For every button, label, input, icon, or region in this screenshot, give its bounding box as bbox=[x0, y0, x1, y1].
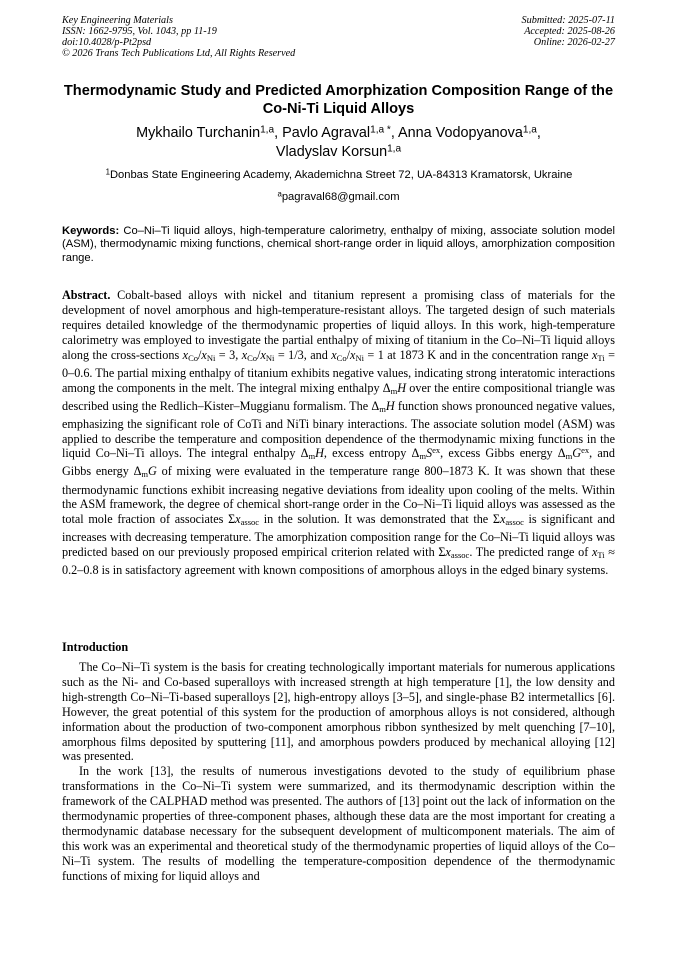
abstract-text: function shows pronounced negative values, emphasizing the significant role of CoTi and NiTi binary interactions. The associate solution model (ASM) was applied to describe the temperature and composition dependence of the thermodynamic mixing functions in the liquid Co–Ni–Ti alloys. The integral enthalpy Δ bbox=[62, 398, 616, 461]
abstract-text: over the entire compositional triangle was described using the Redlich–Kister–Muggianu formalism. The Δ bbox=[62, 380, 615, 413]
introduction-paragraph: In the work [13], the results of numerous investigations devoted to the study of equilibrium phase transformations in the Co–Ni–Ti system were summarized, and its thermodynamic description within the framework of the CALPHAD method was presented. The authors of [13] point out the lack of information on the thermodynamic properties of three-component phases, although these data are the most important for creating a thermodynamic database necessary for the subsequent development of multicomponent materials. The aim of this work was an experimental and theoretical study of the thermodynamic properties of liquid alloys of the Co–Ni–Ti system. The results of modelling the temperature-composition dependence of the thermodynamic functions of mixing for liquid alloys and bbox=[62, 764, 615, 883]
accepted-date: Accepted: 2025-08-26 bbox=[524, 25, 615, 37]
doi-line: doi:10.4028/p-Pt2psd bbox=[62, 36, 152, 48]
abstract-text: = 1/3, and bbox=[274, 347, 332, 362]
author-name: Vladyslav Korsun bbox=[275, 144, 388, 160]
abstract-text: = 3, bbox=[215, 347, 242, 362]
keywords-text: Co–Ni–Ti liquid alloys, high-temperature calorimetry, enthalpy of mixing, associate solution model (ASM), thermodynamic mixing functions, chemical short-range order in liquid alloys, amorphization composition range. bbox=[62, 225, 615, 264]
abstract-text: = 1 at 1873 K and in the concentration range bbox=[363, 347, 592, 362]
abstract-text: , excess entropy Δ bbox=[323, 446, 420, 461]
author-list: Mykhailo Turchanin$^{1,a}$, Pavlo Agraval$^{1,a *}$, Anna Vodopyanova$^{1,a}$, Vladyslav Korsun$^{1,a}$ bbox=[136, 124, 541, 160]
abstract-block: Abstract. Cobalt-based alloys with nickel and titanium represent a promising class of materials for the development of novel amorphous and high-temperature-resistant alloys. The targeted design of such materials requires detailed knowledge of the thermodynamic properties of liquid alloys. In this work, high-temperature calorimetry was employed to investigate the partial enthalpy of mixing of titanium in the Co–Ni–Ti liquid alloys along the cross-sections $x_{Co}/x_{Ni} = 3$, $x_{Co}/x_{Ni} = 1/3$, and $x_{Co}/x_{Ni} = 1$ at 1873 K and in the concentration range $x_{Ti} = 0-0.6$. The partial mixing enthalpy of titanium exhibits negative values, indicating strong interatomic interactions among the components in the melt. The integral mixing enthalpy $\Delta_mH$ over the entire compositional triangle was described using the Redlich–Kister–Muggianu formalism. The $\Delta_mH$ function shows pronounced negative values, emphasizing the significant role of CoTi and NiTi binary interactions. The associate solution model (ASM) was applied to describe the temperature and composition dependence of the thermodynamic mixing functions in the liquid Co–Ni–Ti alloys. The integral enthalpy $\Delta_mH$, excess entropy $\Delta_mS^{ex}$, excess Gibbs energy $\Delta_mG^{ex}$, and Gibbs energy $\Delta_mG$ of mixing were evaluated in the temperature range 800–1873 K. It was shown that these thermodynamic functions exhibit increasing negative deviations from ideality upon cooling of the melts. Within the ASM framework, the degree of chemical short-range order in the Co–Ni–Ti liquid alloys was assessed as the total mole fraction of associates $\Sigma x_{assoc}$ in the solution. It was demonstrated that the $\Sigma x_{assoc}$ is significant and increases with decreasing temperature. The amorphization composition range for the Co–Ni–Ti liquid alloys was predicted based on our previously proposed empirical criterion related with $\Sigma x_{assoc}$. The predicted range of $x_{Ti} \approx 0.2-0.8$ is in satisfactory agreement with known compositions of amorphous alloys in the edged binary systems. bbox=[62, 288, 616, 578]
corresponding-email bbox=[62, 190, 615, 204]
author-name: Pavlo Agraval bbox=[282, 125, 371, 141]
abstract-text: = 0–0.6. The partial mixing enthalpy of titanium exhibits negative values, indicating strong interatomic interactions among the components in the melt. The integral mixing enthalpy Δ bbox=[62, 347, 616, 395]
submitted-date: Submitted: 2025-07-11 bbox=[521, 15, 615, 26]
author-affiliation-mark: 1,a bbox=[260, 124, 275, 136]
email-mark: a bbox=[277, 189, 282, 199]
abstract-label: Abstract. bbox=[62, 288, 111, 302]
abstract-text: Cobalt-based alloys with nickel and titanium represent a promising class of materials for the development of novel amorphous and high-temperature-resistant alloys. The targeted design of such materials requires detailed knowledge of the thermodynamic properties of liquid alloys. In this work, high-temperature calorimetry was employed to investigate the partial enthalpy of mixing of titanium in the Co–Ni–Ti liquid alloys along the cross-sections bbox=[62, 288, 615, 362]
copyright-line: © 2026 Trans Tech Publications Ltd, All Rights Reserved bbox=[62, 47, 296, 59]
author-affiliation-mark: 1,a * bbox=[370, 124, 391, 136]
author-affiliation-mark: 1,a bbox=[522, 124, 537, 136]
introduction-paragraph: The Co–Ni–Ti system is the basis for creating technologically important materials for numerous applications such as the Ni- and Co-based superalloys with increased strength at high temperature [1], the low density and high-strength Co–Ni–Ti-based superalloys [2], high-entropy alloys [3–5], and single-phase B2 intermetallics [6]. However, the great potential of this system for the production of amorphous alloys is not considered, although information about the production of two-component amorphous ribbon synthesized by melt quenching [7–10], amorphous films deposited by sputtering [11], and amorphous powders produced by mechanical alloying [12] was presented. bbox=[62, 660, 615, 764]
abstract-text: . The predicted range of bbox=[469, 545, 592, 560]
abstract-text: of mixing were evaluated in the temperature range 800–1873 K. It was shown that these thermodynamic functions exhibit increasing negative deviations from ideality upon cooling of the melts. Within the ASM framework, the degree of chemical short-range order in the Co–Ni–Ti liquid alloys was assessed as the total mole fraction of associates Σ bbox=[62, 464, 615, 527]
introduction-body bbox=[62, 660, 615, 884]
affiliation bbox=[40, 168, 638, 182]
affiliation-text: Donbas State Engineering Academy, Akademichna Street 72, UA-84313 Kramatorsk, Ukraine bbox=[109, 169, 573, 181]
abstract-text: , excess Gibbs energy Δ bbox=[440, 446, 566, 461]
author-name: Mykhailo Turchanin bbox=[136, 125, 261, 141]
paper-title: Thermodynamic Study and Predicted Amorphization Composition Range of the Co-Ni-Ti Liquid Alloys bbox=[63, 83, 614, 117]
abstract-text: ≈ 0.2–0.8 is in satisfactory agreement with known compositions of amorphous alloys in the edged binary systems. bbox=[62, 545, 615, 578]
abstract-text: , and Gibbs energy Δ bbox=[62, 446, 615, 479]
journal-name: Key Engineering Materials bbox=[62, 15, 173, 26]
abstract-text: is significant and increases with decreasing temperature. The amorphization composition range for the Co–Ni–Ti liquid alloys was predicted based on our previously proposed empirical criterion related with Σ bbox=[62, 512, 616, 560]
abstract-text: in the solution. It was demonstrated that the Σ bbox=[259, 512, 500, 527]
online-date: Online: 2026-02-27 bbox=[533, 36, 615, 48]
keywords-block bbox=[62, 225, 615, 265]
affiliation-mark: 1 bbox=[105, 167, 110, 177]
introduction-heading: Introduction bbox=[62, 640, 129, 654]
dates-header bbox=[522, 16, 615, 49]
issn-line: ISSN: 1662-9795, Vol. 1043, pp 11-19 bbox=[62, 25, 217, 37]
author-affiliation-mark: 1,a bbox=[387, 143, 402, 155]
keywords-label: Keywords: bbox=[62, 225, 120, 237]
journal-header bbox=[62, 16, 295, 60]
author-name: Anna Vodopyanova bbox=[398, 125, 523, 141]
email-address[interactable]: pagraval68@gmail.com bbox=[281, 191, 400, 203]
